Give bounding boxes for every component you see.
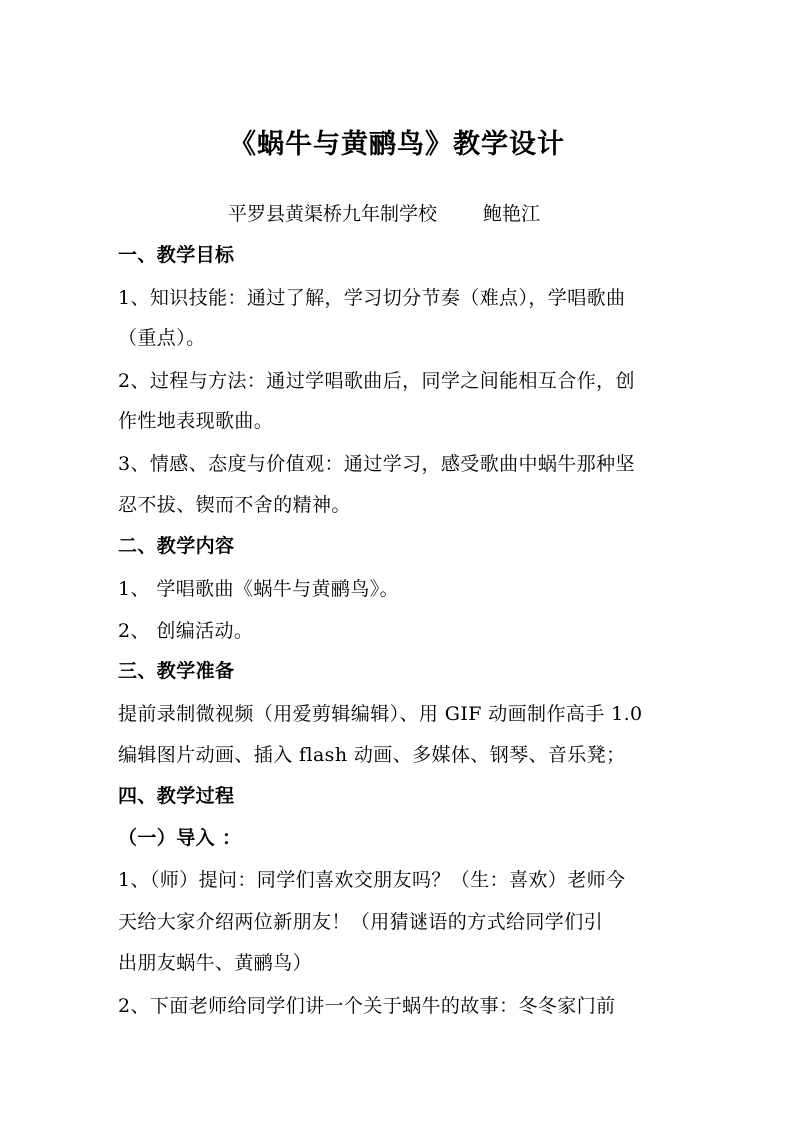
- text-line: 提前录制微视频（用爱剪辑编辑）、用 GIF 动画制作高手 1.0: [118, 703, 643, 725]
- text-line: 1、知识技能：通过了解，学习切分节奏（难点），学唱歌曲: [118, 287, 626, 309]
- school-name: 平罗县黄渠桥九年制学校: [228, 203, 438, 225]
- text-line: 忍不拔、锲而不舍的精神。: [118, 494, 351, 516]
- document-title: 《蜗牛与黄鹂鸟》教学设计: [229, 129, 565, 160]
- section-heading: 三、教学准备: [118, 660, 235, 682]
- text-line: 2、 创编活动。: [118, 620, 254, 642]
- section-heading: 四、教学过程: [118, 785, 235, 807]
- section-heading: 二、教学内容: [118, 535, 235, 557]
- text-line: 3、情感、态度与价值观：通过学习，感受歌曲中蜗牛那种坚: [118, 453, 635, 475]
- text-line: 出朋友蜗牛、黄鹂鸟）: [118, 952, 313, 974]
- text-line: 作性地表现歌曲。: [118, 410, 274, 432]
- text-line: 天给大家介绍两位新朋友！（用猜谜语的方式给同学们引: [118, 911, 604, 933]
- subsection-heading: （一）导入 ：: [118, 827, 242, 849]
- author-name: 鲍艳江: [483, 203, 541, 225]
- author-line: [228, 202, 540, 226]
- text-line: 1、 学唱歌曲《蜗牛与黄鹂鸟》。: [118, 578, 400, 600]
- text-line: 1、（师）提问：同学们喜欢交朋友吗？（生：喜欢）老师今: [118, 869, 626, 891]
- section-heading: 一、教学目标: [118, 244, 235, 266]
- text-line: 2、下面老师给同学们讲一个关于蜗牛的故事：冬冬家门前: [118, 995, 616, 1017]
- text-line: 编辑图片动画、插入 flash 动画、多媒体、钢琴、音乐凳；: [118, 744, 626, 766]
- text-line: 2、过程与方法：通过学唱歌曲后，同学之间能相互合作，创: [118, 370, 635, 392]
- text-line: （重点）。: [118, 327, 206, 349]
